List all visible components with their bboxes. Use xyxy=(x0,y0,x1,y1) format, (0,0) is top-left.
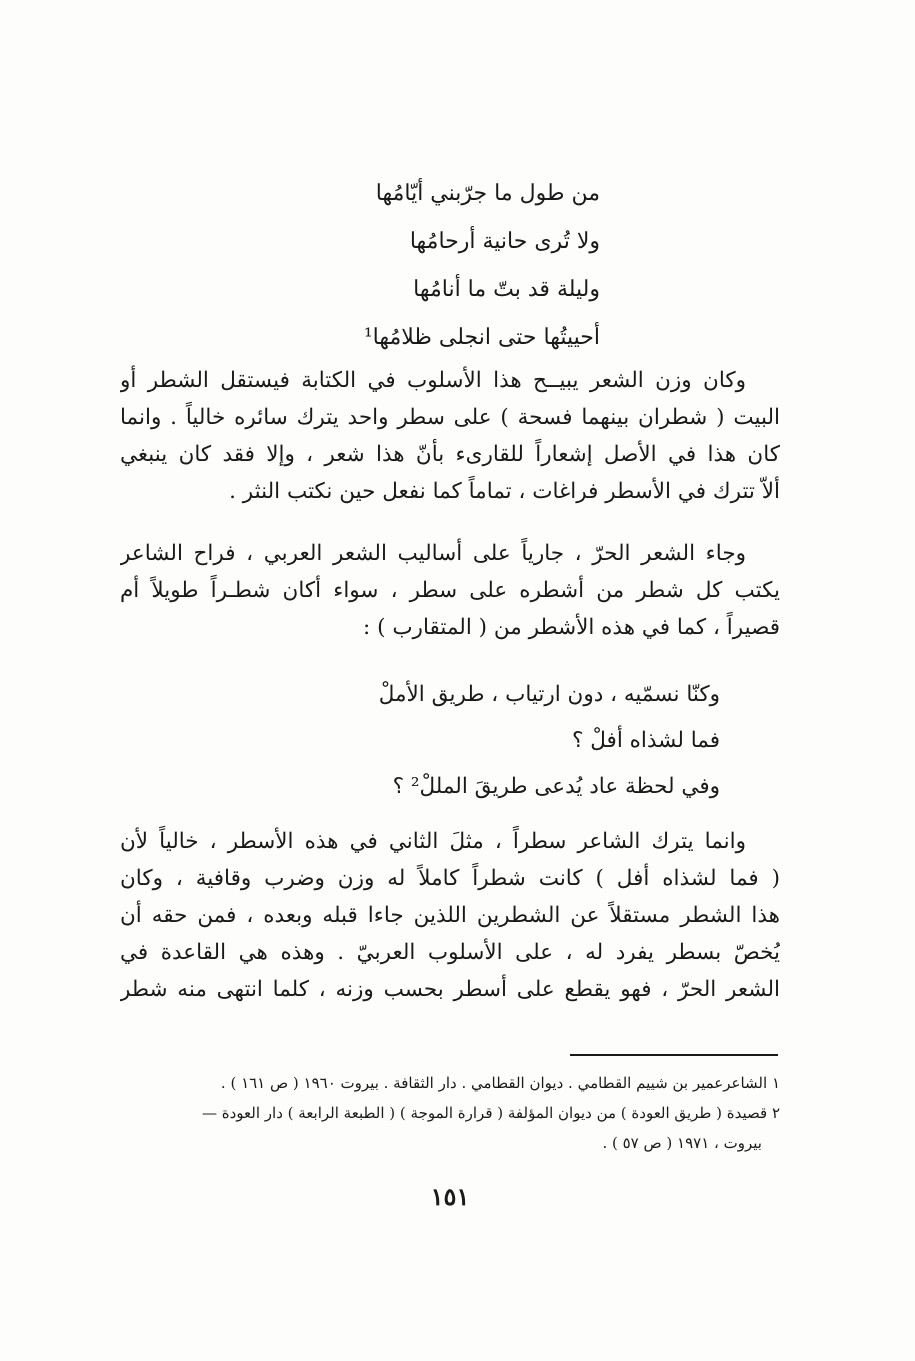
verse-line: وليلة قد بتّ ما أنامُها xyxy=(413,277,600,302)
footnote-2: ٢ قصيدة ( طريق العودة ) من ديوان المؤلفة ( قرارة الموجة ) ( الطبعة الرابعة ) دار العودة — xyxy=(202,1104,780,1122)
paragraph-2 xyxy=(120,535,780,646)
paragraph-line: هذا الشطر مستقلاً عن الشطرين اللذين جاءا قبله وبعده ، فمن حقه أن xyxy=(120,903,780,928)
verse-line: وفي لحظة عاد يُدعى طريقَ المللْ² ؟ xyxy=(392,774,720,799)
verse-block-2 xyxy=(270,672,720,810)
verse-line: أحييتُها حتى انجلى ظلامُها¹ xyxy=(363,325,600,350)
verse-line: فما لشذاه أفلْ ؟ xyxy=(572,728,720,753)
verse-block-1 xyxy=(300,170,600,362)
verse-line: وكنّا نسمّيه ، دون ارتياب ، طريق الأملْ xyxy=(378,682,720,707)
paragraph-line: وجاء الشعر الحرّ ، جارياً على أساليب الشعر العربي ، فراح الشاعر xyxy=(120,541,746,566)
verse-line: ولا تُرى حانية أرحامُها xyxy=(409,229,600,254)
footnote-divider xyxy=(570,1054,778,1056)
paragraph-1 xyxy=(120,362,780,510)
paragraph-line: كان هذا في الأصل إشعاراً للقارىء بأنّ هذا شعر ، وإلا فقد كان ينبغي xyxy=(120,442,780,467)
paragraph-line: ( فما لشذاه أفل ) كانت شطراً كاملاً له وزن وضرب وقافية ، وكان xyxy=(120,866,780,891)
paragraph-line: يُخصّ بسطر يفرد له ، على الأسلوب العربيّ . وهذه هي القاعدة في xyxy=(120,940,780,965)
paragraph-line: وكان وزن الشعر يبيــح هذا الأسلوب في الكتابة فيستقل الشطر أو xyxy=(120,368,746,393)
paragraph-line: الشعر الحرّ ، فهو يقطع على أسطر بحسب وزنه ، كلما انتهى منه شطر xyxy=(120,977,780,1002)
verse-line: من طول ما جرّبني أيّامُها xyxy=(375,181,600,206)
paragraph-line: البيت ( شطران بينهما فسحة ) على سطر واحد يترك سائره خالياً . وانما xyxy=(120,405,780,430)
paragraph-line: قصيراً ، كما في هذه الأشطر من ( المتقارب ) : xyxy=(363,615,780,640)
footnote-1: ١ الشاعرعمير بن شييم القطامي . ديوان القطامي . دار الثقافة . بيروت ١٩٦٠ ( ص ١٦١ ) . xyxy=(220,1074,780,1092)
footnote-2-continuation: بيروت ، ١٩٧١ ( ص ٥٧ ) . xyxy=(602,1134,762,1152)
paragraph-line: يكتب كل شطر من أشطره على سطر ، سواء أكان شطـراً طويلاً أم xyxy=(120,578,780,603)
paragraph-line: وانما يترك الشاعر سطراً ، مثلَ الثاني في هذه الأسطر ، خالياً لأن xyxy=(120,829,746,854)
paragraph-line: ألاّ تترك في الأسطر فراغات ، تماماً كما نفعل حين نكتب النثر . xyxy=(229,479,780,504)
footnotes xyxy=(120,1068,780,1158)
page-number: ١٥١ xyxy=(430,1182,470,1211)
paragraph-3 xyxy=(120,823,780,1008)
